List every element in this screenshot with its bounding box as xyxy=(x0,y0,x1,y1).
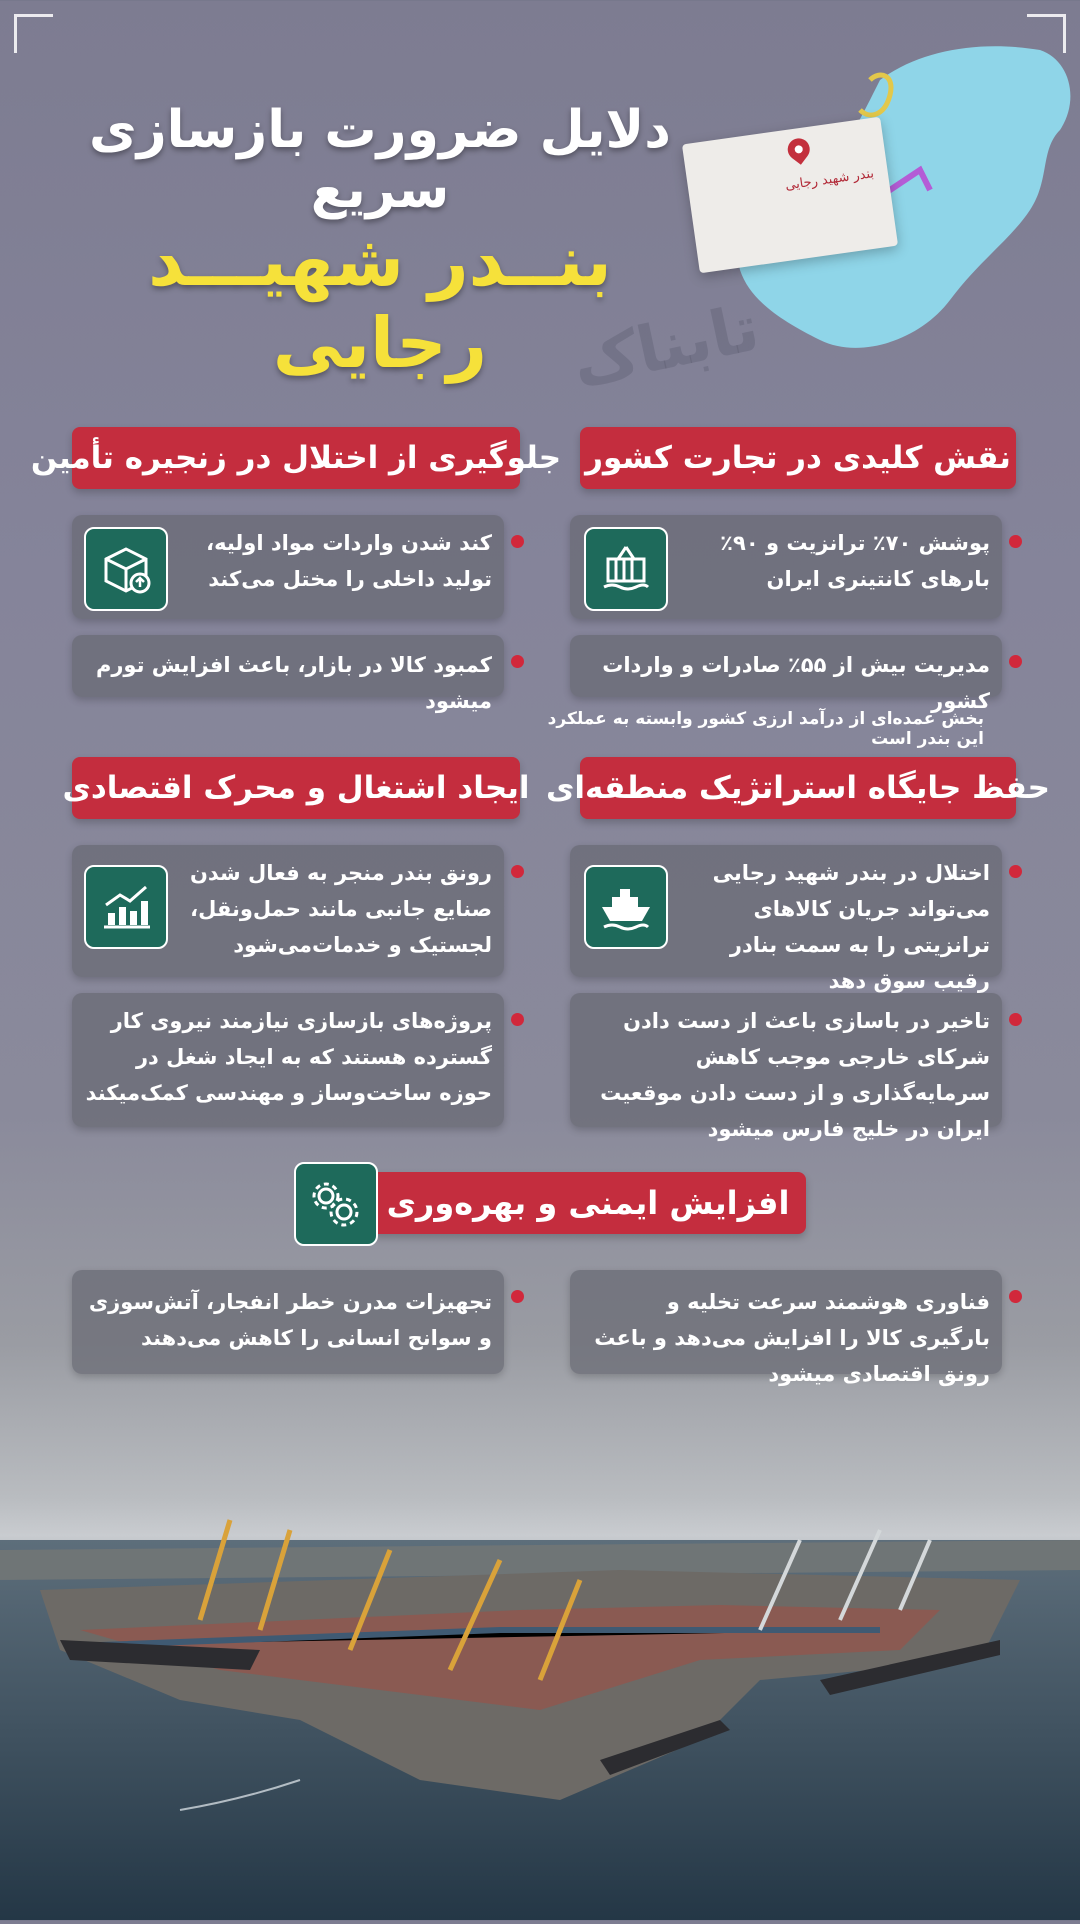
bullet-dot xyxy=(511,1290,524,1303)
bullet-dot xyxy=(511,655,524,668)
card-text: فناوری هوشمند سرعت تخلیه و بارگیری کالا را افزایش می‌دهد و باعث رونق اقتصادی میشود xyxy=(594,1290,990,1386)
page-title: دلایل ضرورت بازسازی سریع xyxy=(89,100,671,220)
ship-icon xyxy=(584,865,668,949)
card-text: پروژه‌های بازسازی نیازمند نیروی کار گسترده هستند که به ایجاد شغل در حوزه ساخت‌وساز و مهندسی کمک‌میکند xyxy=(85,1009,492,1105)
card-text: پوشش ۷۰٪ ترانزیت و ۹۰٪ بارهای کانتینری ایران xyxy=(720,531,990,591)
card-text: کمبود کالا در بازار، باعث افزایش تورم میشود xyxy=(95,653,492,713)
location-pin-icon xyxy=(783,134,814,165)
card-text: تاخیر در باسازی باعث از دست دادن شرکای خارجی موجب کاهش سرمایه‌گذاری و از دست دادن موقعیت ایران در خلیج فارس میشود xyxy=(600,1009,990,1141)
card-jobs-2 xyxy=(72,993,504,1127)
card-text: تجهیزات مدرن خطر انفجار، آتش‌سوزی و سوانح انسانی را کاهش می‌دهند xyxy=(88,1290,492,1350)
card-trade-2 xyxy=(570,635,1002,713)
card-jobs-1 xyxy=(72,845,504,977)
card-text: رونق بندر منجر به فعال شدن صنایع جانبی مانند حمل‌ونقل، لجستیک و خدمات‌می‌شود xyxy=(190,861,492,957)
port-map xyxy=(720,40,1080,370)
bullet-dot xyxy=(1009,1013,1022,1026)
card-strategic-2 xyxy=(570,993,1002,1141)
card-safety-2 xyxy=(72,1270,504,1374)
bullet-dot xyxy=(1009,655,1022,668)
map-label-card xyxy=(682,117,898,274)
card-text: اختلال در بندر شهید رجایی می‌تواند جریان کالاهای ترانزیتی را به سمت بنادر رقیب سوق دهد xyxy=(712,861,990,993)
card-strategic-1 xyxy=(570,845,1002,993)
bullet-dot xyxy=(511,535,524,548)
corner-frame-top-left xyxy=(14,14,53,53)
card-text: کند شدن واردات مواد اولیه، تولید داخلی را مختل می‌کند xyxy=(206,531,492,591)
card-supply-2 xyxy=(72,635,504,713)
container-icon xyxy=(584,527,668,611)
heading-safety: افزایش ایمنی و بهره‌وری xyxy=(370,1172,806,1234)
card-trade-1 xyxy=(570,515,1002,619)
card-text: مدیریت بیش از ۵۵٪ صادرات و واردات کشور xyxy=(602,653,990,713)
watermark-logo: تابناک xyxy=(566,291,766,403)
page-subtitle: بنــدر شهیـــد رجایی xyxy=(148,220,612,384)
bullet-dot xyxy=(511,1013,524,1026)
bullet-dot xyxy=(1009,535,1022,548)
heading-supply: جلوگیری از اختلال در زنجیره تأمین xyxy=(72,427,520,489)
box-icon xyxy=(84,527,168,611)
map-label: بندر شهید رجایی xyxy=(784,166,875,194)
growth-chart-icon xyxy=(84,865,168,949)
trade-note: بخش عمده‌ای از درآمد ارزی کشور وابسته به عملکرد این بندر است xyxy=(547,709,984,749)
card-safety-1 xyxy=(570,1270,1002,1386)
heading-jobs: ایجاد اشتغال و محرک اقتصادی xyxy=(72,757,520,819)
gears-icon xyxy=(294,1162,378,1246)
bullet-dot xyxy=(1009,1290,1022,1303)
port-aerial-photo xyxy=(0,1480,1080,1920)
heading-trade: نقش کلیدی در تجارت کشور xyxy=(580,427,1016,489)
heading-strategic: حفظ جایگاه استراتژیک منطقه‌ای xyxy=(580,757,1016,819)
bullet-dot xyxy=(511,865,524,878)
bullet-dot xyxy=(1009,865,1022,878)
card-supply-1 xyxy=(72,515,504,619)
